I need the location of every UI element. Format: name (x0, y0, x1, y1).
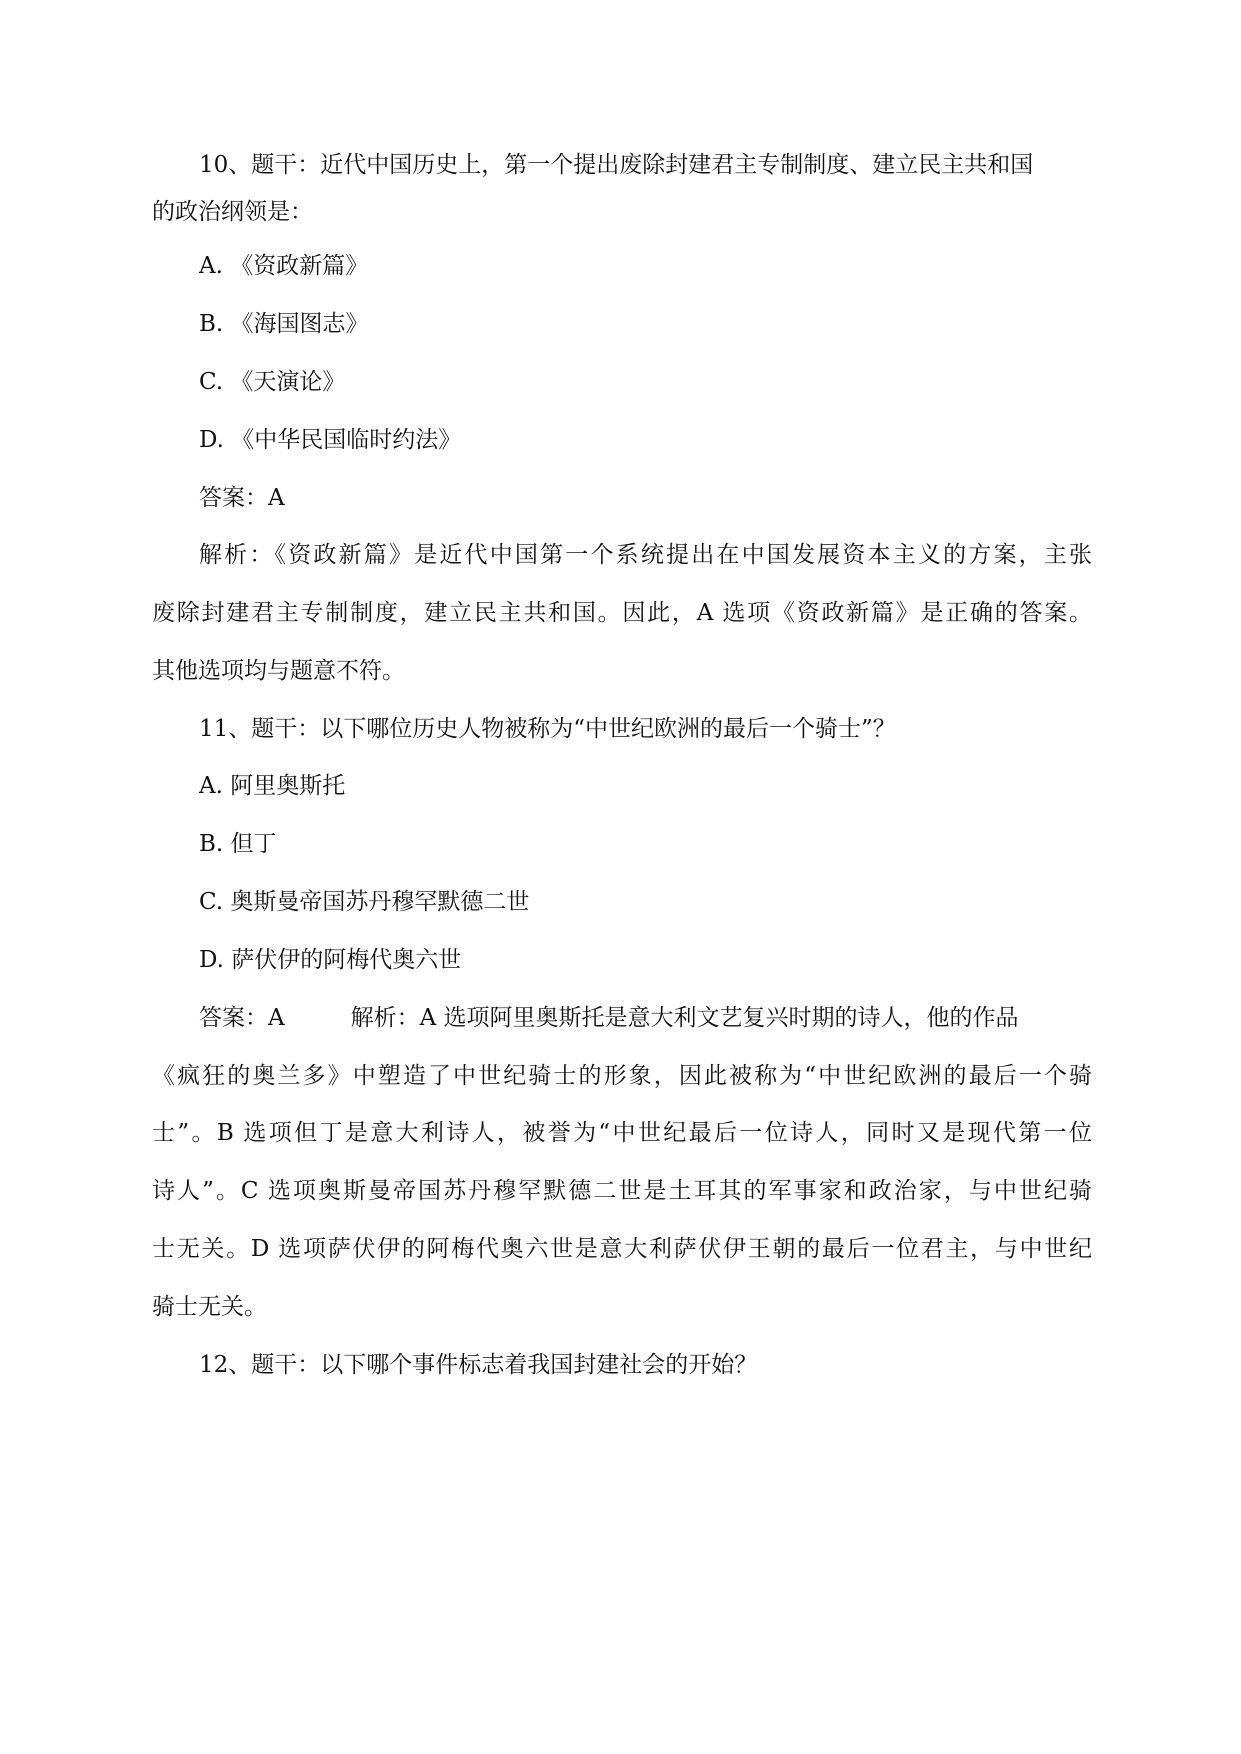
q11-analysis-line4: 诗人”。C 选项奥斯曼帝国苏丹穆罕默德二世是土耳其的军事家和政治家，与中世纪骑 (152, 1178, 1092, 1204)
q10-analysis-line1: 解析：《资政新篇》是近代中国第一个系统提出在中国发展资本主义的方案，主张 (199, 542, 1092, 568)
q10-analysis-line3: 其他选项均与题意不符。 (152, 658, 405, 684)
q10-analysis-line2: 废除封建君主专制制度，建立民主共和国。因此，A 选项《资政新篇》是正确的答案。 (152, 600, 1092, 626)
q12-stem: 12、题干：以下哪个事件标志着我国封建社会的开始？ (199, 1352, 758, 1378)
q11-analysis-line5: 士无关。D 选项萨伏伊的阿梅代奥六世是意大利萨伏伊王朝的最后一位君主，与中世纪 (152, 1236, 1092, 1262)
q11-analysis-line2: 《疯狂的奥兰多》中塑造了中世纪骑士的形象，因此被称为“中世纪欧洲的最后一个骑 (152, 1063, 1092, 1089)
q10-option-a: A. 《资政新篇》 (199, 253, 369, 279)
q11-analysis-first: 解析：A 选项阿里奥斯托是意大利文艺复兴时期的诗人，他的作品 (350, 1005, 1019, 1031)
q10-stem-line1: 10、题干：近代中国历史上，第一个提出废除封建君主专制制度、建立民主共和国 (199, 152, 1034, 178)
q11-option-a: A. 阿里奥斯托 (199, 773, 346, 799)
q10-answer: 答案：A (199, 485, 285, 511)
q11-option-c: C. 奥斯曼帝国苏丹穆罕默德二世 (199, 889, 530, 915)
q11-option-b: B. 但丁 (199, 831, 277, 857)
q11-option-d: D. 萨伏伊的阿梅代奥六世 (199, 947, 462, 973)
q10-option-d: D. 《中华民国临时约法》 (199, 427, 462, 453)
q10-option-b: B. 《海国图志》 (199, 311, 369, 337)
q11-analysis-line6: 骑士无关。 (152, 1294, 267, 1320)
q11-answer-row (199, 1003, 1139, 1033)
q11-analysis-line3: 士”。B 选项但丁是意大利诗人，被誉为“中世纪最后一位诗人，同时又是现代第一位 (152, 1120, 1092, 1146)
q11-answer: 答案：A (199, 1005, 285, 1031)
q10-option-c: C. 《天演论》 (199, 369, 346, 395)
q11-stem: 11、题干：以下哪位历史人物被称为“中世纪欧洲的最后一个骑士”？ (199, 716, 896, 742)
q10-stem-line2: 的政治纲领是： (152, 199, 313, 225)
